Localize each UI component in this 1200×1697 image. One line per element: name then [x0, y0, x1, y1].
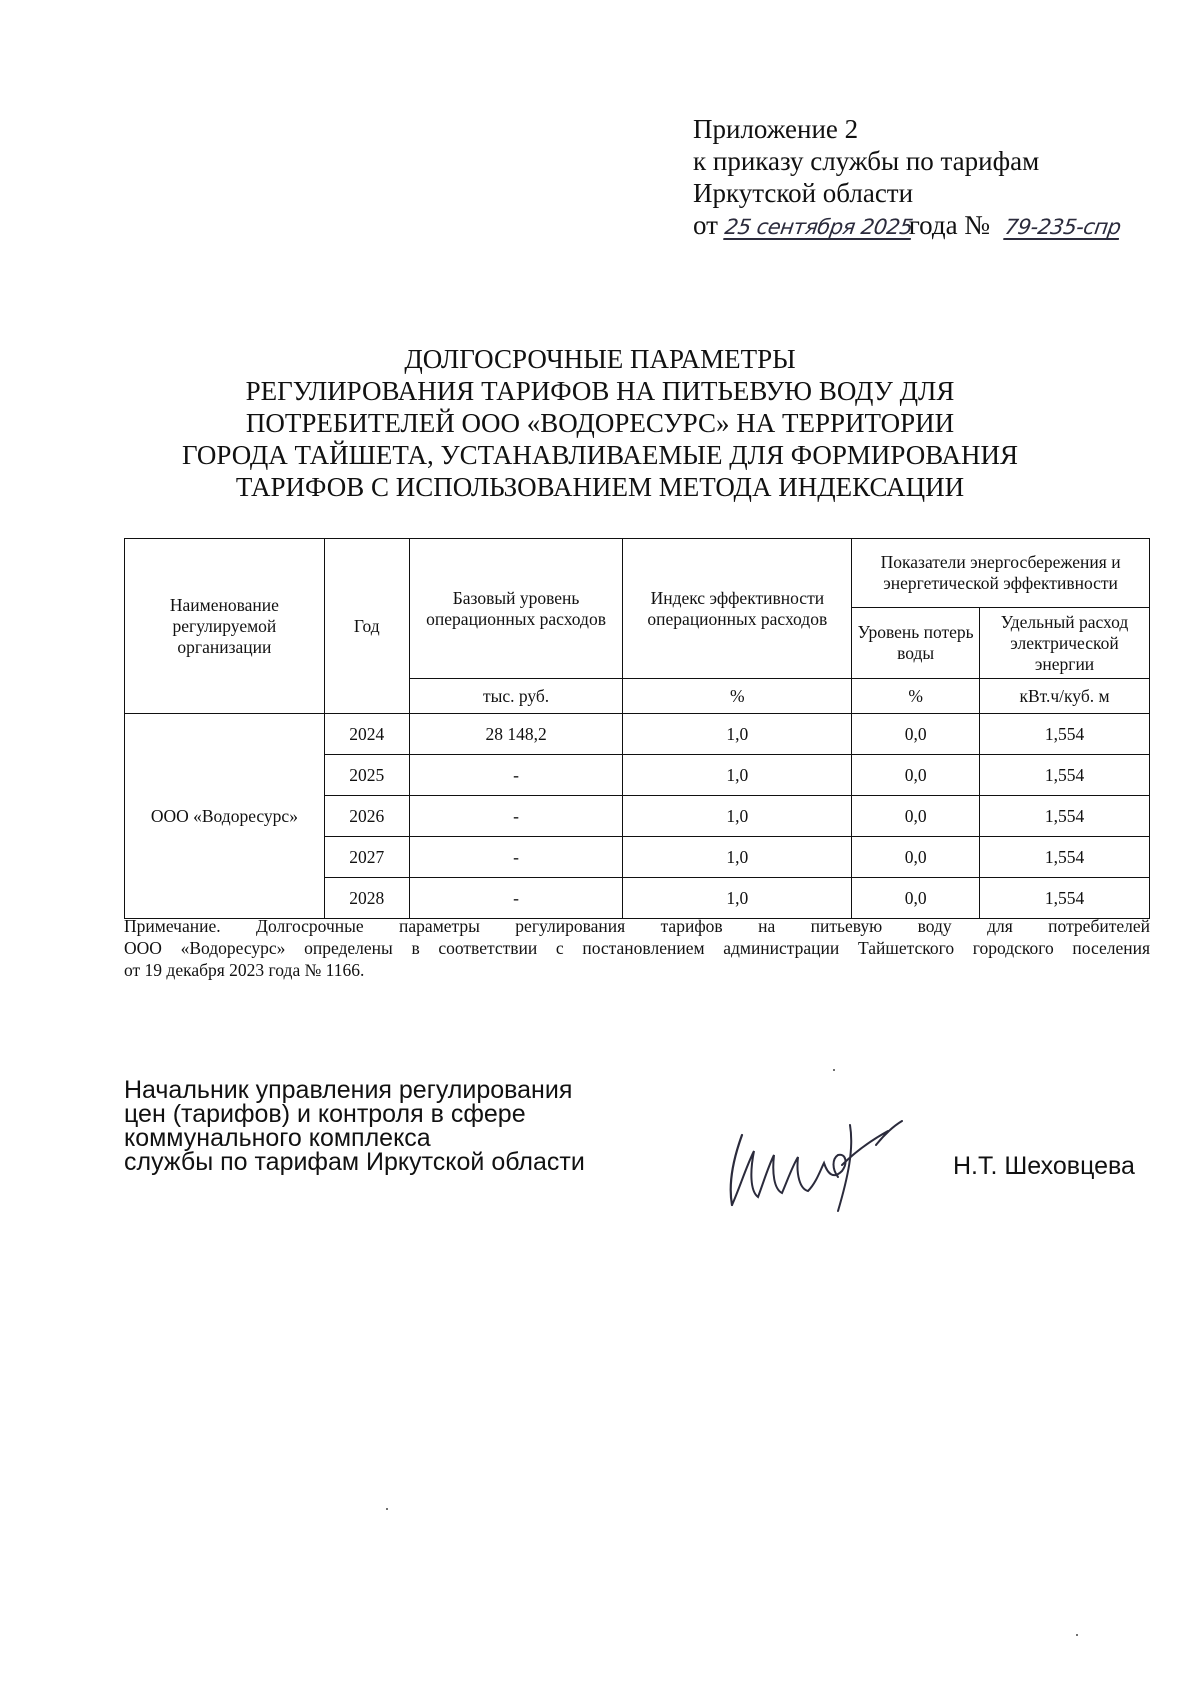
- signer-position-line-2: цен (тарифов) и контроля в сфере: [124, 1100, 526, 1128]
- cell-efficiency-index: 1,0: [623, 714, 852, 755]
- cell-specific-consumption: 1,554: [980, 796, 1150, 837]
- cell-specific-consumption: 1,554: [980, 837, 1150, 878]
- cell-year: 2024: [324, 714, 409, 755]
- handwritten-order-number: 79-235-спр: [1003, 215, 1123, 239]
- title-line-5: ТАРИФОВ С ИСПОЛЬЗОВАНИЕМ МЕТОДА ИНДЕКСАЦИИ: [235, 472, 965, 502]
- appendix-header: [693, 113, 1163, 243]
- cell-base-level: -: [409, 796, 623, 837]
- cell-water-loss: 0,0: [852, 796, 980, 837]
- cell-water-loss: 0,0: [852, 878, 980, 919]
- title-line-1: ДОЛГОСРОЧНЫЕ ПАРАМЕТРЫ: [404, 344, 796, 374]
- unit-specific-consumption: кВт.ч/куб. м: [980, 679, 1150, 714]
- cell-base-level: -: [409, 837, 623, 878]
- cell-efficiency-index: 1,0: [623, 755, 852, 796]
- table-header-row: [125, 539, 1150, 608]
- cell-base-level: 28 148,2: [409, 714, 623, 755]
- cell-year: 2028: [324, 878, 409, 919]
- cell-specific-consumption: 1,554: [980, 878, 1150, 919]
- document-title: [130, 343, 1070, 503]
- cell-water-loss: 0,0: [852, 755, 980, 796]
- appendix-from-label: от: [693, 210, 718, 240]
- cell-specific-consumption: 1,554: [980, 714, 1150, 755]
- appendix-title: Приложение 2: [693, 114, 859, 144]
- title-line-4: ГОРОДА ТАЙШЕТА, УСТАНАВЛИВАЕМЫЕ ДЛЯ ФОРМИРОВАНИЯ: [181, 440, 1019, 470]
- appendix-date-line: [693, 209, 1163, 243]
- signer-position-line-3: коммунального комплекса: [124, 1124, 431, 1152]
- table-note: [124, 915, 1150, 981]
- scan-speck: [386, 1508, 388, 1510]
- title-line-3: ПОТРЕБИТЕЛЕЙ ООО «ВОДОРЕСУРС» НА ТЕРРИТОРИИ: [245, 408, 955, 438]
- cell-year: 2027: [324, 837, 409, 878]
- cell-specific-consumption: 1,554: [980, 755, 1150, 796]
- cell-efficiency-index: 1,0: [623, 837, 852, 878]
- appendix-region: Иркутской области: [693, 178, 914, 208]
- handwritten-signature: [720, 1105, 920, 1215]
- note-line-3: от 19 декабря 2023 года № 1166.: [124, 960, 365, 980]
- cell-year: 2026: [324, 796, 409, 837]
- note-line-2: ООО «Водоресурс» определены в соответствии с постановлением администрации Тайшетского городского поселения: [124, 938, 1150, 958]
- handwritten-date: 25 сентября 2025: [723, 215, 914, 239]
- cell-base-level: -: [409, 878, 623, 919]
- header-energy-group: Показатели энергосбережения и энергетической эффективности: [852, 539, 1150, 608]
- note-line-1: Примечание. Долгосрочные параметры регулирования тарифов на питьевую воду для потребителей: [124, 916, 1150, 936]
- organization-name-cell: ООО «Водоресурс»: [125, 714, 325, 919]
- parameters-table: [124, 538, 1150, 919]
- header-water-loss: Уровень потерь воды: [852, 608, 980, 679]
- header-efficiency-index: Индекс эффективности операционных расходов: [623, 539, 852, 679]
- title-line-2: РЕГУЛИРОВАНИЯ ТАРИФОВ НА ПИТЬЕВУЮ ВОДУ ДЛЯ: [245, 376, 955, 406]
- scan-speck: [1076, 1634, 1078, 1636]
- header-year: Год: [324, 539, 409, 714]
- appendix-year-label: года №: [908, 210, 991, 240]
- cell-water-loss: 0,0: [852, 837, 980, 878]
- signer-position: [124, 1078, 585, 1174]
- header-org-name: Наименование регулируемой организации: [125, 539, 325, 714]
- unit-base-level: тыс. руб.: [409, 679, 623, 714]
- cell-year: 2025: [324, 755, 409, 796]
- unit-efficiency-index: %: [623, 679, 852, 714]
- cell-base-level: -: [409, 755, 623, 796]
- header-specific-consumption: Удельный расход электрической энергии: [980, 608, 1150, 679]
- unit-water-loss: %: [852, 679, 980, 714]
- appendix-order-ref: к приказу службы по тарифам: [693, 146, 1040, 176]
- signer-name: Н.Т. Шеховцева: [953, 1152, 1135, 1180]
- signer-position-line-1: Начальник управления регулирования: [124, 1076, 573, 1104]
- cell-water-loss: 0,0: [852, 714, 980, 755]
- cell-efficiency-index: 1,0: [623, 796, 852, 837]
- cell-efficiency-index: 1,0: [623, 878, 852, 919]
- signer-position-line-4: службы по тарифам Иркутской области: [124, 1148, 585, 1176]
- scan-speck: [833, 1069, 835, 1071]
- header-base-level: Базовый уровень операционных расходов: [409, 539, 623, 679]
- table-row: [125, 714, 1150, 755]
